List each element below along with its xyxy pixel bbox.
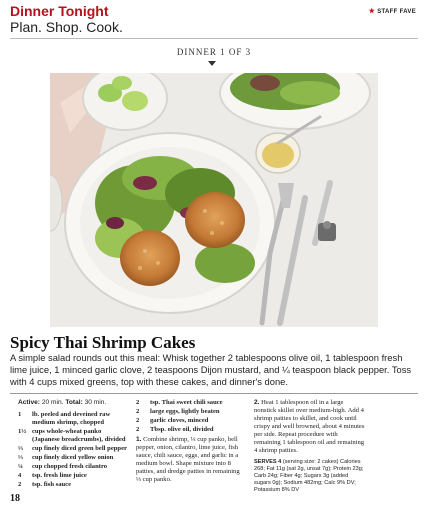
- total-time: 30 min.: [84, 399, 107, 406]
- ingredient-qty: 2: [18, 481, 22, 488]
- total-time-label: Total:: [65, 399, 83, 406]
- body-divider: [10, 393, 418, 394]
- ingredient-item: [18, 428, 128, 444]
- section-label: DINNER 1 OF 3: [176, 47, 252, 57]
- step-2-number: 2.: [254, 399, 260, 406]
- ingredient-item: [18, 454, 128, 462]
- nutrition-label: SERVES 4: [254, 459, 282, 465]
- ingredient-list-2: [136, 399, 246, 434]
- ingredient-qty: 2: [136, 426, 140, 433]
- time-info: [18, 399, 128, 407]
- recipe-description: A simple salad rounds out this meal: Whisk together 2 tablespoons olive oil, 1 tablespoon fresh lime juice, 1 minced garlic clove, 2 teaspoons Dijon mustard, and ¼ teaspoon black pepper. Toss with 4 cups mixed greens, top with these cakes, and dinner's done.: [10, 352, 412, 387]
- recipe-title: Spicy Thai Shrimp Cakes: [10, 333, 196, 352]
- ingredient-text: large eggs, lightly beaten: [150, 408, 220, 415]
- ingredient-qty: ⅓: [18, 454, 23, 461]
- star-icon: ★: [368, 8, 376, 15]
- ingredient-text: Tbsp. olive oil, divided: [150, 426, 214, 433]
- ingredient-qty: 1½: [18, 428, 27, 435]
- steps-column: [254, 399, 366, 494]
- page-header: [10, 3, 123, 35]
- header-subtitle: Plan. Shop. Cook.: [10, 19, 123, 35]
- active-time-label: Active:: [18, 399, 40, 406]
- ingredients-column-1: [18, 399, 128, 490]
- ingredient-item: [18, 411, 128, 427]
- ingredients-column-2: [136, 399, 246, 487]
- ingredient-text: lb. peeled and deveined raw medium shrimp, chopped: [32, 411, 111, 426]
- step-1-number: 1.: [136, 436, 142, 443]
- nutrition-info: [254, 459, 366, 494]
- step-1: [136, 436, 246, 484]
- recipe-photo: [50, 73, 378, 327]
- ingredient-text: cup chopped fresh cilantro: [32, 463, 108, 470]
- ingredient-text: tsp. fresh lime juice: [32, 472, 87, 479]
- ingredient-qty: ¼: [18, 463, 23, 470]
- page-number: 18: [10, 493, 20, 504]
- header-divider: [10, 38, 418, 39]
- ingredient-item: [136, 426, 246, 434]
- header-title: Dinner Tonight: [10, 3, 109, 19]
- ingredient-text: cups whole-wheat panko (Japanese breadcrumbs), divided: [32, 428, 126, 443]
- staff-fave-badge: [369, 7, 416, 15]
- ingredient-qty: ⅓: [18, 445, 23, 452]
- staff-fave-label: STAFF FAVE: [377, 9, 416, 15]
- ingredient-text: cup finely diced yellow onion: [32, 454, 114, 461]
- ingredient-item: [136, 408, 246, 416]
- ingredient-item: [18, 463, 128, 471]
- step-2: [254, 399, 366, 455]
- ingredient-text: tsp. fish sauce: [32, 481, 72, 488]
- ingredient-qty: 2: [136, 399, 140, 406]
- ingredient-qty: 2: [136, 417, 140, 424]
- nutrition-text: (serving size: 2 cakes) Calories 268; Fat 11g (sat 2g, unsat 7g); Protein 23g; Carb 24g; Fiber 4g; Sugars 3g (added sugars 0g); Sodium 482mg; Calc 9% DV; Potassium 8% DV: [254, 459, 364, 493]
- ingredient-list-1: [18, 411, 128, 489]
- ingredient-qty: 1: [18, 411, 22, 418]
- step-2-text: Heat 1 tablespoon oil in a large nonstick skillet over medium-high. Add 4 shrimp patties to skillet, and cook until crispy and well browned, about 4 minutes per side. Repeat procedure with remaining 1 tablespoon oil and remaining 4 shrimp patties.: [254, 399, 365, 454]
- ingredient-text: tsp. Thai sweet chili sauce: [150, 399, 223, 406]
- step-1-text: Combine shrimp, ⅓ cup panko, bell pepper, onion, cilantro, lime juice, fish sauce, chili sauce, eggs, and garlic in a medium bowl. Shape mixture into 8 patties, and dredge patties in remaining ⅓ cup panko.: [136, 436, 240, 483]
- ingredient-text: cup finely diced green bell pepper: [32, 445, 127, 452]
- ingredient-qty: 4: [18, 472, 22, 479]
- ingredient-item: [18, 445, 128, 453]
- down-arrow-icon: [208, 61, 216, 66]
- ingredient-text: garlic cloves, minced: [150, 417, 209, 424]
- food-illustration: [50, 73, 378, 327]
- ingredient-item: [18, 481, 128, 489]
- ingredient-item: [136, 417, 246, 425]
- active-time: 20 min.: [41, 399, 64, 406]
- ingredient-qty: 2: [136, 408, 140, 415]
- ingredient-item: [18, 472, 128, 480]
- ingredient-item: [136, 399, 246, 407]
